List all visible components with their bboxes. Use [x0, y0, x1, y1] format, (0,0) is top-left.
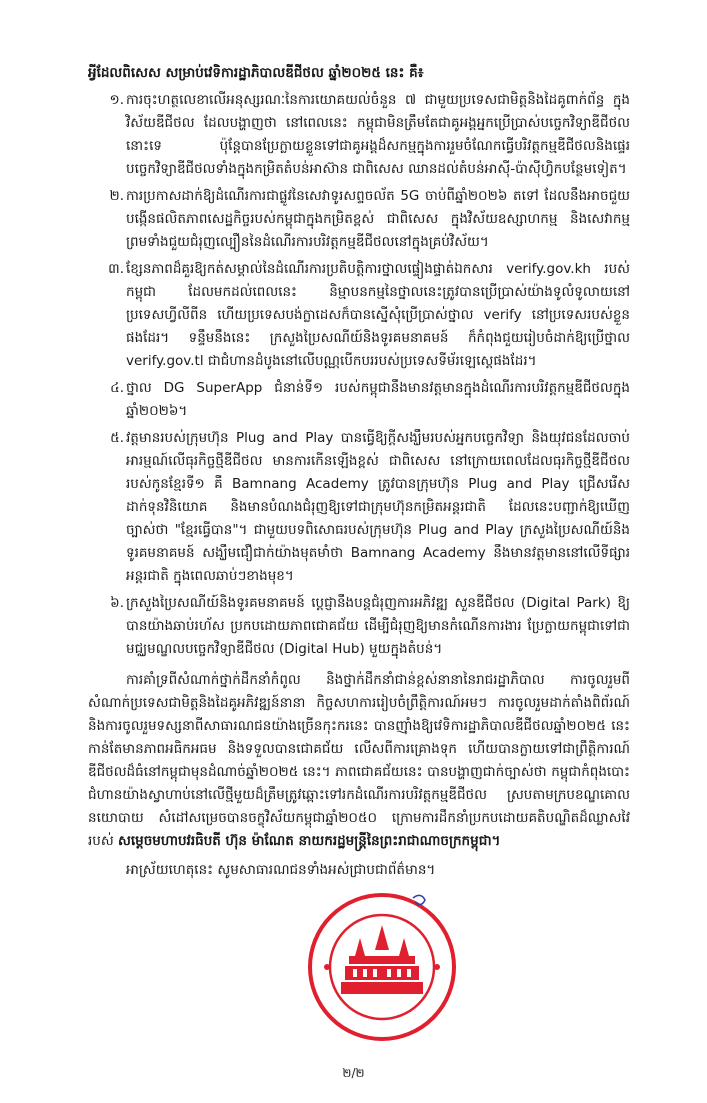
- item-text: ក្រសួងប្រៃសណីយ៍និងទូរគមនាគមន៍ ប្តេជ្ញានឹងបន្តជំរុញការអភិវឌ្ឍ សួនឌីជីថល (Digital Park) ឱ្យបានយ៉ាងឆាប់រហ័ស ប្រកបដោយភាពជោគជ័យ ដើម្បីជំរុញឱ្យមានកំណើនការងារ ប្រែក្លាយកម្ពុជាទៅជាមជ្ឈមណ្ឌលបច្ចេកវិទ្យាឌីជីថល (Digital Hub) មួយក្នុងតំបន់។: [126, 595, 630, 657]
- list-item: [88, 377, 630, 423]
- list-item: [88, 592, 630, 661]
- heading-text: អ្វីដែលពិសេស សម្រាប់វេទិការដ្ឋាភិបាលឌីជីថល ឆ្នាំ២០២៥ នេះ គឺ៖: [88, 65, 424, 81]
- seal-area: [305, 890, 460, 1045]
- closing-line: អាស្រ័យហេតុនេះ សូមសាធារណជនទាំងអស់ជ្រាបជាព័ត៌មាន។: [126, 862, 436, 878]
- document-body: [88, 0, 630, 1103]
- item-text: ការចុះហត្ថលេខាលើអនុស្សរណៈនៃការយោគយល់ចំនួន ៧ ជាមួយប្រទេសជាមិត្តនិងដៃគូពាក់ព័ន្ធ ក្នុងវិស័យឌីជីថល ដែលបង្ហាញថា នៅពេលនេះ កម្ពុជាមិនត្រឹមតែជាគូអង្គអ្នកប្រើប្រាស់បច្ចេកវិទ្យាឌីជីថលនោះទេ ប៉ុន្តែបានប្រែក្លាយខ្លួនទៅជាគូអង្គដ៏សកម្មក្នុងការរួមចំណែកធ្វើបរិវត្តកម្មឌីជីថលនិងផ្ទេរបច្ចេកវិទ្យាឌីជីថលទាំងក្នុងកម្រិតតំបន់អាស៊ាន ជាពិសេស ឈានដល់តំបន់អាស៊ី-ប៉ាស៊ីហ្វិកបន្ថែមទៀត។: [126, 92, 630, 177]
- item-text: ខ្សែនភាពដ៏គួរឱ្យកត់សម្គាល់នៃដំណើរការប្រតិបត្តិការថ្នាលផ្ទៀងផ្ទាត់ឯកសារ verify.gov.kh របស់កម្ពុជា ដែលមកដល់ពេលនេះ និម្មាបនកម្មនៃថ្នាលនេះត្រូវបានប្រើប្រាស់យ៉ាងទូលំទូលាយនៅប្រទេសហ្វីលីពីន ហើយប្រទេសបង់ក្លាដេសក៏បានស្នើសុំប្រើប្រាស់ថ្នាល verify នៅប្រទេសរបស់ខ្លួនផងដែរ។ ទន្ទឹមនឹងនេះ ក្រសួងប្រៃសណីយ៍និងទូរគមនាគមន៍ ក៏កំពុងជួយរៀបចំដាក់ឱ្យប្រើថ្នាល verify.gov.tl ជាជំហានដំបូងនៅលើបណ្ណបើកបររបស់ប្រទេសទីម័រឡេស្តេផងដែរ។: [126, 261, 630, 369]
- item-number: ៦.: [110, 595, 124, 611]
- item-text: ការប្រកាសដាក់ឱ្យដំណើរការជាផ្លូវនៃសេវាទូរសព្ទចល័ត 5G ចាប់ពីឆ្នាំ២០២៦ តទៅ ដែលនឹងអាចជួយបង្កើនផលិតភាពសេដ្ឋកិច្ចរបស់កម្ពុជាក្នុងកម្រិតខ្ពស់ ជាពិសេស ក្នុងវិស័យឧស្សាហកម្ម និងសេវាកម្ម ព្រមទាំងជួយជំរុញល្បឿននៃដំណើរការបរិវត្តកម្មឌីជីថលនៅក្នុងគ្រប់វិស័យ។: [126, 188, 630, 250]
- item-number: ៣.: [108, 261, 124, 277]
- item-number: ៥.: [110, 430, 124, 446]
- list-item: [88, 185, 630, 254]
- summary-text: ការគាំទ្រពីសំណាក់ថ្នាក់ដឹកនាំកំពូល និងថ្នាក់ដឹកនាំជាន់ខ្ពស់នានានៃរាជរដ្ឋាភិបាល ការចូលរួមពីសំណាក់ប្រទេសជាមិត្តនិងដៃគូអភិវឌ្ឍន៍នានា កិច្ចសហការរៀបចំព្រឹត្តិការណ៍អមៗ ការចូលរួមដាក់តាំងពិព័រណ៍ និងការចូលរួមទស្សនាពីសាធារណជនយ៉ាងច្រើនកុះករនេះ បានញ៉ាំងឱ្យវេទិការដ្ឋាភិបាលឌីជីថលឆ្នាំ២០២៥ នេះ កាន់តែមានភាពអធិកអធម និងទទួលបានជោគជ័យ លើសពីការគ្រោងទុក ហើយបានក្លាយទៅជាព្រឹត្តិការណ៍ឌីជីថលដ៏ធំនៅកម្ពុជាមុនដំណាច់ឆ្នាំ២០២៥ នេះ។ ភាពជោគជ័យនេះ បានបង្ហាញជាក់ច្បាស់ថា កម្ពុជាកំពុងបោះជំហានយ៉ាងស្វាហាប់នៅលើថ្មីមួយដ៏ត្រឹមត្រូវឆ្ពោះទៅរកដំណើរការបរិវត្តកម្មឌីជីថល ស្របតាមក្របខណ្ឌគោលនយោបាយ សំដៅសម្រេចបានចក្ខុវិស័យកម្ពុជាឆ្នាំ២០៥០ ក្រោមការដឹកនាំប្រកបដោយគតិបណ្ឌិតដ៏ឈ្លាសវៃរបស់: [88, 672, 630, 849]
- item-number: ២.: [109, 188, 124, 204]
- official-seal-icon: [305, 890, 460, 1045]
- highlights-list: [88, 89, 630, 661]
- list-item: [88, 427, 630, 588]
- list-item: [88, 89, 630, 181]
- item-text: វត្តមានរបស់ក្រុមហ៊ុន Plug and Play បានធ្វើឱ្យក្តីសង្ឃឹមរបស់អ្នកបច្ចេកវិទ្យា និងយុវជនដែលចាប់អារម្មណ៍លើធុរកិច្ចថ្មីឌីជីថល មានការកើនឡើងខ្ពស់ ជាពិសេស នៅក្រោយពេលដែលធុរកិច្ចថ្មីឌីជីថលរបស់កូនខ្មែរទី១ គឺ Bamnang Academy ត្រូវបានក្រុមហ៊ុន Plug and Play ជ្រើសរើសដាក់ទុនវិនិយោគ និងមានបំណងជំរុញឱ្យទៅជាក្រុមហ៊ុនកម្រិតអន្តរជាតិ ដែលនេះបញ្ជាក់ឱ្យឃើញច្បាស់ថា "ខ្មែរធ្វើបាន"។ ជាមួយបទពិសោធរបស់ក្រុមហ៊ុន Plug and Play ក្រសួងប្រៃសណីយ៍និងទូរគមនាគមន៍ សង្ឃឹមជឿជាក់យ៉ាងមុតមាំថា Bamnang Academy នឹងមានវត្តមាននៅលើទីផ្សារអន្តរជាតិ ក្នុងពេលឆាប់ៗខាងមុខ។: [126, 430, 630, 584]
- summary-bold-text: សម្តេចមហាបវរធិបតី ហ៊ុន ម៉ាណែត នាយករដ្ឋមន្ត្រីនៃព្រះរាជាណាចក្រកម្ពុជា។: [118, 833, 501, 849]
- item-number: ៤.: [110, 380, 124, 396]
- summary-paragraph: [88, 669, 630, 853]
- item-number: ១.: [109, 92, 124, 108]
- section-heading: [88, 62, 630, 85]
- item-text: ថ្នាល DG SuperApp ជំនាន់ទី១ របស់កម្ពុជានឹងមានវត្តមានក្នុងដំណើរការបរិវត្តកម្មឌីជីថលក្នុងឆ្នាំ២០២៦។: [126, 380, 630, 419]
- page-number: ២/២: [342, 1066, 365, 1080]
- list-item: [88, 258, 630, 373]
